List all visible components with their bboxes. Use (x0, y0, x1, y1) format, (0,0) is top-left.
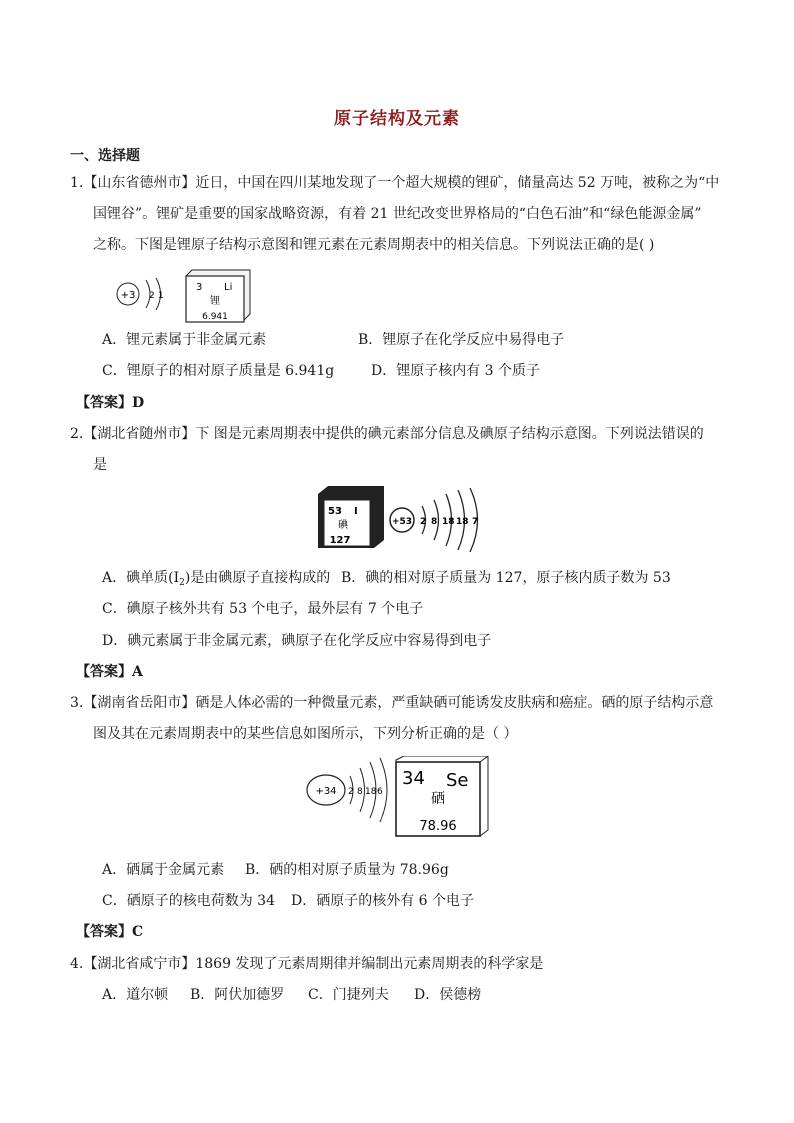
q2-option-a-text: A．碘单质(I (102, 570, 180, 586)
q1-atomic-number: 3 (196, 282, 203, 293)
q2-figure (316, 484, 488, 552)
q2-stem-line2: 是 (93, 457, 107, 473)
q1-shell-2: 1 (158, 291, 164, 301)
q4-option-d: D．侯德榜 (414, 987, 482, 1003)
q2-option-a (102, 568, 330, 593)
q4-stem-line1: 4.【湖北省咸宁市】1869 发现了元素周期律并编制出元素周期表的科学家是 (70, 956, 544, 972)
q3-answer: 【答案】C (76, 924, 144, 940)
q1-option-a: A．锂元素属于非金属元素 (102, 332, 267, 348)
q1-element-symbol: Li (224, 282, 233, 293)
q2-atomic-mass: 127 (329, 535, 351, 546)
q2-option-c: C．碘原子核外共有 53 个电子，最外层有 7 个电子 (102, 601, 424, 617)
q3-option-b: B．硒的相对原子质量为 78.96g (245, 862, 449, 878)
q3-figure (304, 756, 490, 840)
q1-element-name: 锂 (210, 296, 220, 307)
q2-option-b: B．碘的相对原子质量为 127，原子核内质子数为 53 (341, 570, 671, 586)
q1-stem-line2: 国锂谷”。锂矿是重要的国家战略资源，有着 21 世纪改变世界格局的“白色石油”和“绿色能源金属” (93, 206, 702, 222)
section-heading: 一、选择题 (70, 148, 140, 164)
q1-nucleus-label: +3 (120, 290, 136, 301)
q2-option-d: D．碘元素属于非金属元素，碘原子在化学反应中容易得到电子 (102, 633, 492, 649)
q3-nucleus-label: +34 (315, 786, 337, 797)
q2-atomic-number: 53 (328, 506, 342, 517)
q4-option-c: C．门捷列夫 (308, 987, 389, 1003)
q2-shell-5: 7 (472, 517, 479, 527)
q2-stem-line1: 2.【湖北省随州市】下 图是元素周期表中提供的碘元素部分信息及碘原子结构示意图。下列说法错误的 (70, 426, 704, 442)
q2-shell-4: 18 (456, 517, 469, 527)
q3-stem-line1: 3.【湖南省岳阳市】硒是人体必需的一种微量元素，严重缺硒可能诱发皮肤病和癌症。硒的原子结构示意 (70, 695, 714, 711)
q3-atomic-mass: 78.96 (419, 819, 457, 834)
q3-shell-3: 18 (365, 787, 377, 797)
selenium-atom-diagram (307, 758, 387, 822)
q2-nucleus-label: +53 (391, 517, 413, 527)
q3-option-d: D．硒原子的核外有 6 个电子 (291, 893, 475, 909)
q3-shell-2: 8 (357, 787, 363, 797)
q1-option-d: D．锂原子核内有 3 个质子 (371, 363, 541, 379)
q3-atomic-number: 34 (402, 768, 425, 789)
q1-shell-1: 2 (149, 291, 155, 301)
q1-atomic-mass: 6.941 (202, 312, 228, 322)
q2-shell-3: 18 (442, 517, 455, 527)
q2-shell-2: 8 (431, 517, 438, 527)
q2-element-name: 碘 (338, 520, 348, 531)
q2-option-a-text-end: )是由碘原子直接构成的 (184, 570, 331, 586)
iodine-element-tile (318, 486, 384, 548)
q2-element-symbol: I (354, 506, 358, 517)
q2-shell-1: 2 (420, 517, 427, 527)
q1-answer: 【答案】D (76, 395, 145, 411)
q3-element-symbol: Se (446, 770, 469, 791)
q4-option-b: B．阿伏加德罗 (190, 987, 285, 1003)
lithium-element-tile (186, 270, 250, 322)
q1-figure (112, 268, 252, 324)
q1-stem-line1: 1.【山东省德州市】近日，中国在四川某地发现了一个超大规模的锂矿，储量高达 52 万吨，被称之为“中 (70, 175, 720, 191)
q2-answer: 【答案】A (76, 664, 143, 680)
q1-option-c: C．锂原子的相对原子质量是 6.941g (102, 363, 335, 379)
iodine-atom-diagram (390, 488, 478, 552)
document-title: 原子结构及元素 (334, 109, 460, 129)
q3-shell-1: 2 (348, 787, 354, 797)
q3-stem-line2: 图及其在元素周期表中的某些信息如图所示，下列分析正确的是（ ） (93, 726, 518, 742)
q3-option-c: C．硒原子的核电荷数为 34 (102, 893, 275, 909)
selenium-element-tile (396, 756, 488, 836)
lithium-atom-diagram (117, 278, 164, 310)
q4-option-a: A．道尔顿 (102, 987, 169, 1003)
q3-option-a: A．硒属于金属元素 (102, 862, 225, 878)
q3-element-name: 硒 (431, 791, 445, 807)
q1-stem-line3: 之称。下图是锂原子结构示意图和锂元素在元素周期表中的相关信息。下列说法正确的是( ) (93, 237, 655, 253)
q3-shell-4: 6 (377, 787, 383, 797)
q1-option-b: B．锂原子在化学反应中易得电子 (358, 332, 565, 348)
q2-option-a-subscript: 2 (179, 578, 185, 588)
